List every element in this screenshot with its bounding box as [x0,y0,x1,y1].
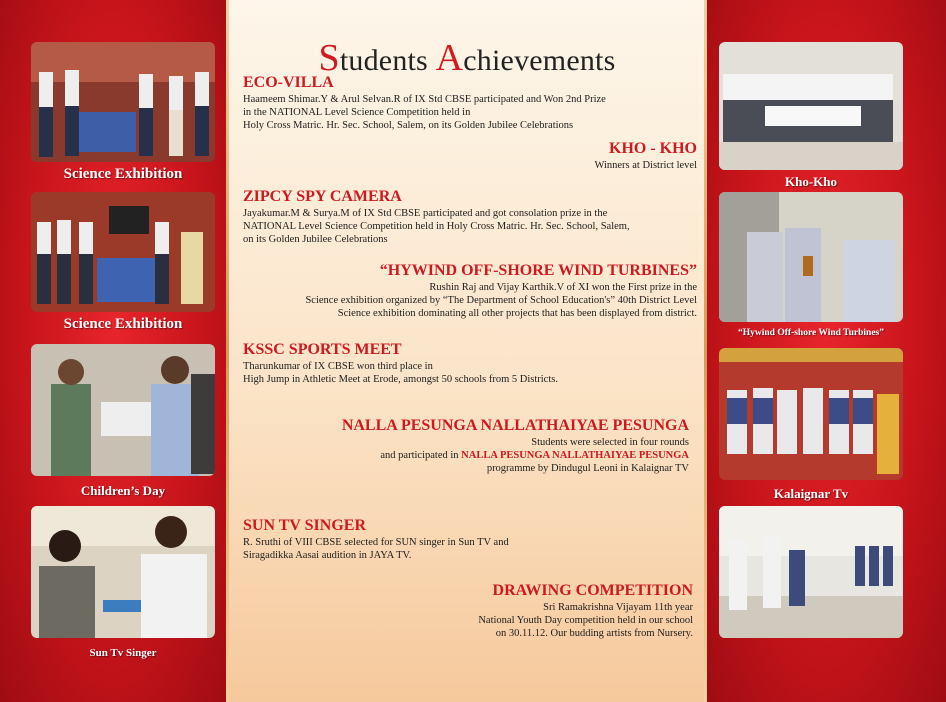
title-initial-s: S [318,37,340,79]
body-nalla-line2-pre: and participated in [380,450,462,461]
right-divider [704,0,707,702]
heading-eco-villa: ECO-VILLA [243,74,334,91]
caption-hywind: “Hywind Off-shore Wind Turbines” [738,328,884,338]
photo-hywind [719,192,903,322]
photo-kalaignar-tv [719,348,903,480]
section-eco-villa [243,74,703,132]
body-sun-tv: R. Sruthi of VIII CBSE selected for SUN singer in Sun TV and Siragadikka Aasai audition in JAYA TV. [243,537,509,561]
body-hywind: Rushin Raj and Vijay Karthik.V of XI won the First prize in the Science exhibition organized by “The Department of School Education's” 40th District Level Science exhibition dominating all other projects that has been displayed from district. [305,282,697,319]
heading-nalla: NALLA PESUNGA NALLATHAIYAE PESUNGA [341,417,689,434]
heading-zipcy: ZIPCY SPY CAMERA [243,188,402,205]
heading-drawing: DRAWING COMPETITION [492,582,693,599]
title-rest-achievements: chievements [463,44,616,77]
body-nalla-line2-program: NALLA PESUNGA NALLATHAIYAE PESUNGA [461,450,689,461]
body-nalla-line2 [243,449,689,462]
title-rest-students: tudents [339,44,436,77]
title-initial-a: A [435,37,464,79]
heading-kho-kho: KHO - KHO [609,140,697,157]
photo-drawing-competition [719,506,903,638]
body-kssc: Tharunkumar of IX CBSE won third place in High Jump in Athletic Meet at Erode, amongst 50 schools from 5 Districts. [243,361,558,385]
section-nalla [243,417,689,475]
caption-science-exhibition-2: Science Exhibition [63,316,183,332]
caption-sun-tv-singer: Sun Tv Singer [89,647,157,659]
body-zipcy: Jayakumar.M & Surya.M of IX Std CBSE participated and got consolation prize in the NATIONAL Level Science Competition held in Holy Cross Matric. Hr. Sec. School, Salem, on its Golden Jubilee Celebrations [243,208,630,245]
left-divider [226,0,229,702]
section-hywind [243,262,697,320]
body-drawing: Sri Ramakrishna Vijayam 11th year National Youth Day competition held in our school on 30.11.12. Our budding artists from Nursery. [478,602,693,639]
photo-science-exhibition-2 [31,192,215,312]
section-drawing [243,582,693,640]
caption-kalaignar-tv: Kalaignar Tv [773,486,849,501]
caption-kho-kho: Kho-Kho [784,174,837,189]
body-kho-kho: Winners at District level [594,160,697,171]
heading-kssc: KSSC SPORTS MEET [243,341,402,358]
caption-science-exhibition-1: Science Exhibition [63,166,183,182]
photo-sun-tv-singer [31,506,215,638]
photo-science-exhibition-1 [31,42,215,162]
heading-sun-tv: SUN TV SINGER [243,517,367,534]
photo-childrens-day [31,344,215,476]
section-kssc [243,341,703,386]
photo-kho-kho [719,42,903,170]
section-kho-kho [243,140,697,172]
body-nalla-line1: Students were selected in four rounds [531,437,689,448]
caption-childrens-day: Children’s Day [80,483,166,498]
section-zipcy [243,188,703,246]
body-nalla-line3: programme by Dindugul Leoni in Kalaignar TV [486,463,689,474]
heading-hywind: “HYWIND OFF-SHORE WIND TURBINES” [379,262,697,279]
body-eco-villa: Haameem Shimar.Y & Arul Selvan.R of IX Std CBSE participated and Won 2nd Prize in the NATIONAL Level Science Competition held in Holy Cross Matric. Hr. Sec. School, Salem, on its Golden Jubilee Celebrations [243,94,606,131]
section-sun-tv [243,517,703,562]
